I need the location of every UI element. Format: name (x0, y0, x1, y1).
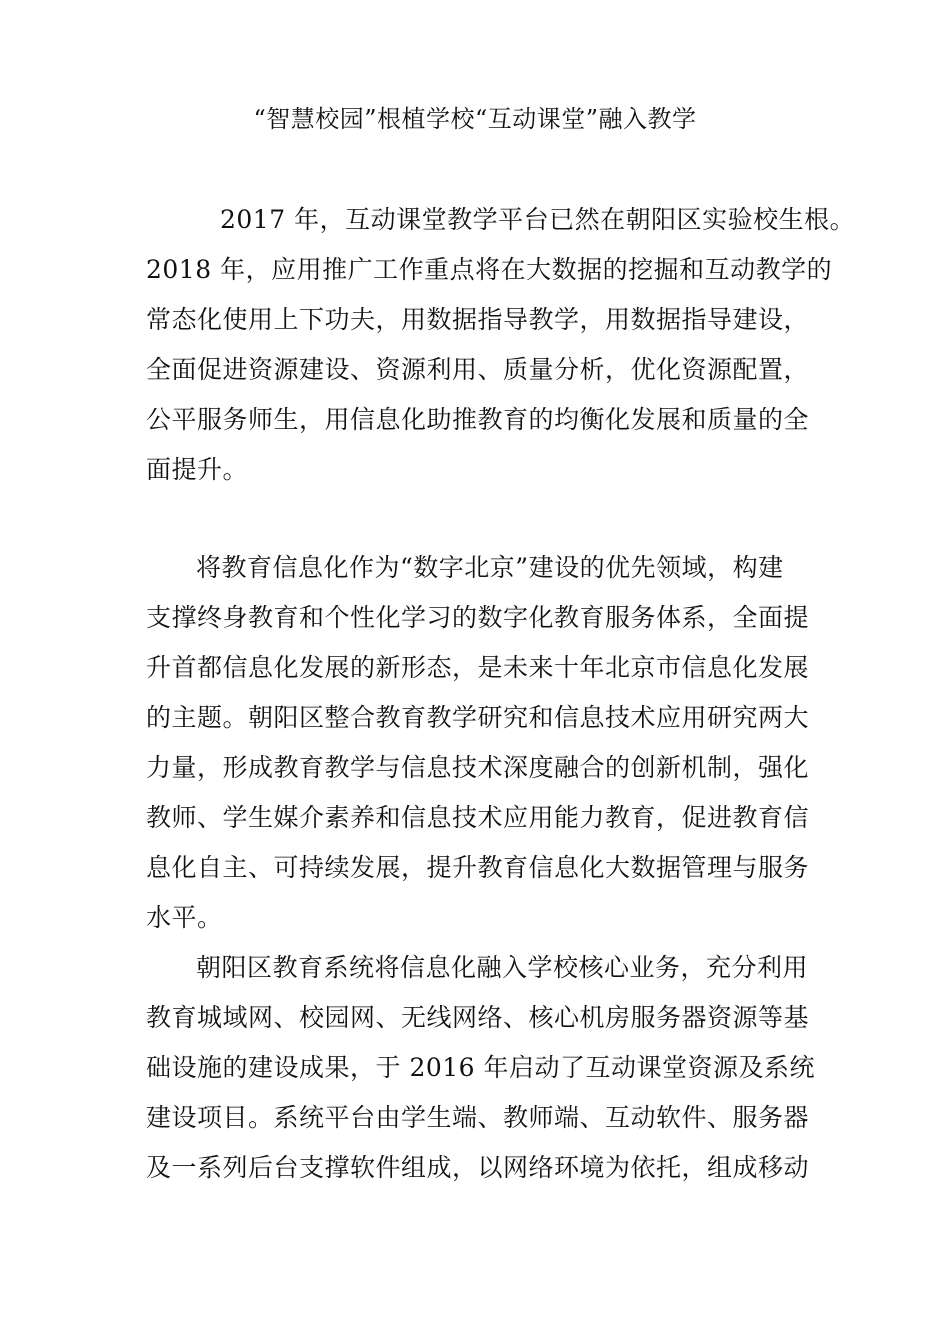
paragraph-1-line: 常态化使用上下功夫，用数据指导教学，用数据指导建设， (146, 305, 810, 334)
paragraph-2-line: 的主题。朝阳区整合教育教学研究和信息技术应用研究两大 (146, 703, 810, 732)
paragraph-2-line: 升首都信息化发展的新形态，是未来十年北京市信息化发展 (146, 653, 810, 682)
paragraph-2-line: 支撑终身教育和个性化学习的数字化教育服务体系，全面提 (146, 603, 810, 632)
paragraph-2-line: 力量，形成教育教学与信息技术深度融合的创新机制，强化 (146, 753, 810, 782)
paragraph-2-line: 教师、学生媒介素养和信息技术应用能力教育，促进教育信 (146, 803, 810, 832)
paragraph-3-line: 教育城域网、校园网、无线网络、核心机房服务器资源等基 (146, 1003, 810, 1032)
paragraph-3-line: 础设施的建设成果，于 2016 年启动了互动课堂资源及系统 (146, 1053, 816, 1082)
paragraph-2-line: 将教育信息化作为“数字北京”建设的优先领域，构建 (196, 553, 784, 582)
paragraph-2-line: 水平。 (146, 903, 223, 932)
document-title: “智慧校园”根植学校“互动课堂”融入教学 (253, 105, 697, 133)
paragraph-1-line: 全面促进资源建设、资源利用、质量分析，优化资源配置， (146, 355, 810, 384)
paragraph-2-line: 息化自主、可持续发展，提升教育信息化大数据管理与服务 (146, 853, 810, 882)
paragraph-3-line: 朝阳区教育系统将信息化融入学校核心业务，充分利用 (196, 953, 809, 982)
paragraph-3-line: 及一系列后台支撑软件组成，以网络环境为依托，组成移动 (146, 1153, 810, 1182)
paragraph-3-line: 建设项目。系统平台由学生端、教师端、互动软件、服务器 (146, 1103, 810, 1132)
paragraph-1-line: 2018 年，应用推广工作重点将在大数据的挖掘和互动教学的 (146, 255, 833, 284)
paragraph-1-line: 公平服务师生，用信息化助推教育的均衡化发展和质量的全 (146, 405, 810, 434)
paragraph-1-line: 2017 年，互动课堂教学平台已然在朝阳区实验校生根。 (220, 205, 856, 234)
paragraph-1-line: 面提升。 (146, 455, 249, 484)
